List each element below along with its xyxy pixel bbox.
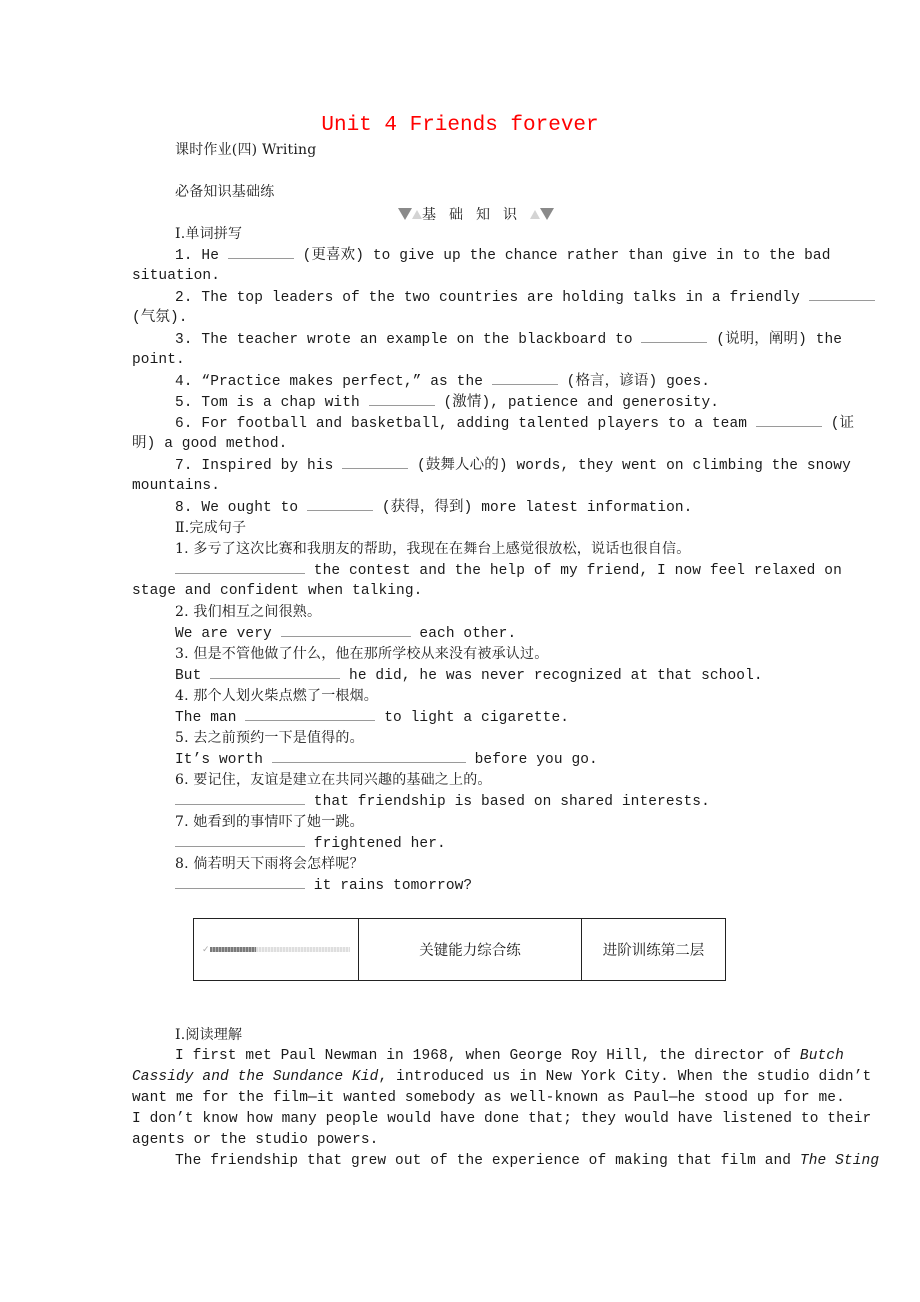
reading-line: Cassidy and the Sundance Kid, introduced us in New York City. When the studio didn’t: [132, 1069, 872, 1085]
answer-blank[interactable]: [272, 749, 466, 763]
question-item: 5. Tom is a chap with (激情), patience and generosity.: [175, 392, 719, 414]
answer-blank[interactable]: [175, 560, 305, 574]
sentence-en-cont: stage and confident when talking.: [132, 583, 423, 599]
section-banner: [398, 205, 554, 225]
answer-blank[interactable]: [175, 833, 305, 847]
sentence-cn: 2. 我们相互之间很熟。: [175, 604, 322, 620]
answer-blank[interactable]: [809, 287, 875, 301]
part1-heading: Ⅰ.单词拼写: [175, 226, 243, 242]
question-item: 6. For football and basketball, adding talented players to a team (证: [175, 413, 854, 435]
question-item-cont: (气氛).: [132, 310, 188, 326]
page-title: Unit 4 Friends forever: [321, 114, 599, 137]
sentence-en: it rains tomorrow?: [175, 875, 472, 897]
question-item: 7. Inspired by his (鼓舞人心的) words, they went on climbing the snowy: [175, 455, 851, 477]
question-item: 2. The top leaders of the two countries are holding talks in a friendly: [175, 287, 875, 309]
sentence-cn: 4. 那个人划火柴点燃了一根烟。: [175, 688, 379, 704]
answer-blank[interactable]: [281, 623, 411, 637]
answer-blank[interactable]: [175, 875, 305, 889]
question-item: 3. The teacher wrote an example on the blackboard to (说明，阐明) the: [175, 329, 842, 351]
question-item-cont: mountains.: [132, 478, 221, 494]
question-item-cont: point.: [132, 352, 185, 368]
progress-bar-icon: [202, 944, 350, 955]
part3-heading: Ⅰ.阅读理解: [175, 1027, 243, 1043]
triangle-down-icon: [398, 208, 412, 220]
question-item: 8. We ought to (获得，得到) more latest information.: [175, 497, 692, 519]
triangle-up-icon: [530, 210, 540, 219]
triangle-down-icon: [540, 208, 554, 220]
question-item: 1. He (更喜欢) to give up the chance rather than give in to the bad: [175, 245, 831, 267]
sentence-en: It’s worth before you go.: [175, 749, 598, 771]
question-item-cont: situation.: [132, 268, 221, 284]
sentence-cn: 3. 但是不管他做了什么，他在那所学校从来没有被承认过。: [175, 646, 549, 662]
sentence-en: that friendship is based on shared interests.: [175, 791, 710, 813]
level-table: [193, 918, 726, 981]
level-heading: 必备知识基础练: [175, 184, 275, 200]
reading-line: I first met Paul Newman in 1968, when George Roy Hill, the director of Butch: [175, 1048, 844, 1064]
banner-label: 基础知识: [422, 207, 530, 223]
sentence-cn: 5. 去之前预约一下是值得的。: [175, 730, 364, 746]
answer-blank[interactable]: [369, 392, 435, 406]
sentence-en: The man to light a cigarette.: [175, 707, 569, 729]
sentence-en: frightened her.: [175, 833, 446, 855]
level-right-cell: 进阶训练第二层: [602, 943, 705, 959]
part2-heading: Ⅱ.完成句子: [175, 520, 247, 536]
answer-blank[interactable]: [342, 455, 408, 469]
reading-line: The friendship that grew out of the experience of making that film and The Sting: [175, 1153, 880, 1169]
progress-cell: [194, 919, 359, 980]
triangle-up-icon: [412, 210, 422, 219]
reading-line: agents or the studio powers.: [132, 1132, 379, 1148]
answer-blank[interactable]: [756, 413, 822, 427]
sentence-cn: 7. 她看到的事情吓了她一跳。: [175, 814, 364, 830]
sentence-en: the contest and the help of my friend, I now feel relaxed on: [175, 560, 842, 582]
check-icon: ✓: [202, 944, 210, 955]
answer-blank[interactable]: [492, 371, 558, 385]
answer-blank[interactable]: [641, 329, 707, 343]
answer-blank[interactable]: [307, 497, 373, 511]
answer-blank[interactable]: [228, 245, 294, 259]
sentence-cn: 8. 倘若明天下雨将会怎样呢？: [175, 856, 364, 872]
sentence-en: We are very each other.: [175, 623, 516, 645]
sentence-en: But he did, he was never recognized at that school.: [175, 665, 763, 687]
reading-line: I don’t know how many people would have done that; they would have listened to their: [132, 1111, 872, 1127]
answer-blank[interactable]: [210, 665, 340, 679]
level-middle-cell: 关键能力综合练: [359, 919, 582, 980]
sentence-cn: 6. 要记住，友谊是建立在共同兴趣的基础之上的。: [175, 772, 492, 788]
sentence-cn: 1. 多亏了这次比赛和我朋友的帮助，我现在在舞台上感觉很放松，说话也很自信。: [175, 541, 691, 557]
lesson-subtitle: 课时作业(四) Writing: [175, 142, 317, 158]
question-item: 4. “Practice makes perfect,” as the (格言，谚语) goes.: [175, 371, 710, 393]
answer-blank[interactable]: [245, 707, 375, 721]
question-item-cont: 明) a good method.: [132, 436, 288, 452]
reading-line: want me for the film—it wanted somebody as well-known as Paul—he stood up for me.: [132, 1090, 845, 1106]
answer-blank[interactable]: [175, 791, 305, 805]
